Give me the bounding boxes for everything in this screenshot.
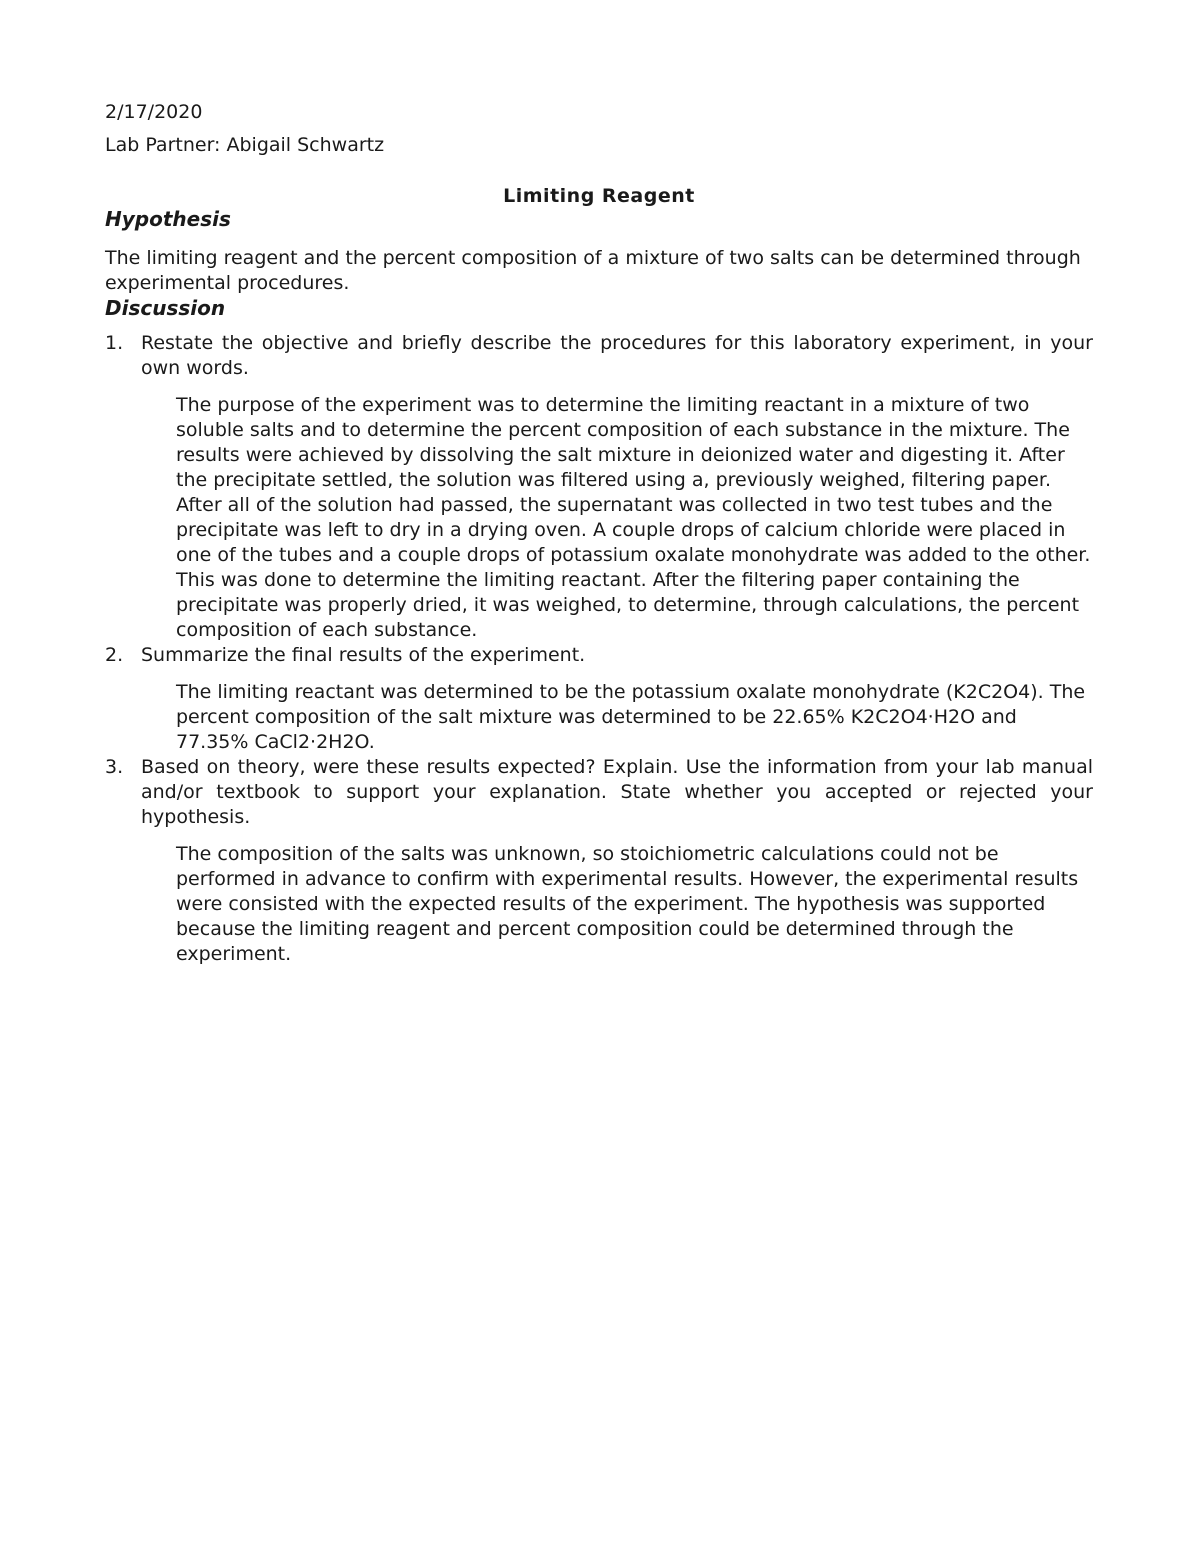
answer-text: The purpose of the experiment was to determine the limiting reactant in a mixture of two soluble salts and to determine the percent composition of each substance in the mixture. The results were achieved by dissolving the salt mixture in deionized water and digesting it. After the precipitate settled, the solution was filtered using a, previously weighed, filtering paper. After all of the solution had passed, the supernatant was collected in two test tubes and the precipitate was left to dry in a drying oven. A couple drops of calcium chloride were placed in one of the tubes and a couple drops of potassium oxalate monohydrate was added to the other. This was done to determine the limiting reactant. After the filtering paper containing the precipitate was properly dried, it was weighed, to determine, through calculations, the percent composition of each substance. <box>176 394 1091 641</box>
question-item-1 <box>105 331 1093 643</box>
document-page <box>105 100 1093 967</box>
report-date: 2/17/2020 <box>105 101 203 123</box>
discussion-heading: Discussion <box>105 296 226 320</box>
document-title: Limiting Reagent <box>503 185 695 207</box>
question-text: Restate the objective and briefly describe the procedures for this laboratory experiment, in your own words. <box>141 332 1093 379</box>
question-item-2 <box>105 643 1093 755</box>
question-text: Summarize the final results of the experiment. <box>141 644 586 666</box>
question-item-3 <box>105 755 1093 967</box>
question-text: Based on theory, were these results expected? Explain. Use the information from your lab manual and/or textbook to support your explanation. State whether you accepted or rejected your hypothesis. <box>141 756 1093 828</box>
hypothesis-heading: Hypothesis <box>105 207 231 231</box>
question-number: 3. <box>105 756 124 778</box>
question-number: 1. <box>105 332 124 354</box>
discussion-question-list <box>105 331 1093 967</box>
hypothesis-text: The limiting reagent and the percent composition of a mixture of two salts can be determined through experimental procedures. <box>105 247 1081 294</box>
answer-text: The limiting reactant was determined to be the potassium oxalate monohydrate (K2C2O4). The percent composition of the salt mixture was determined to be 22.65% K2C2O4·H2O and 77.35% CaCl2·2H2O. <box>176 681 1086 753</box>
lab-partner-line: Lab Partner: Abigail Schwartz <box>105 134 385 156</box>
question-number: 2. <box>105 644 124 666</box>
answer-text: The composition of the salts was unknown, so stoichiometric calculations could not be performed in advance to confirm with experimental results. However, the experimental results were consisted with the expected results of the experiment. The hypothesis was supported because the limiting reagent and percent composition could be determined through the experiment. <box>176 843 1079 965</box>
